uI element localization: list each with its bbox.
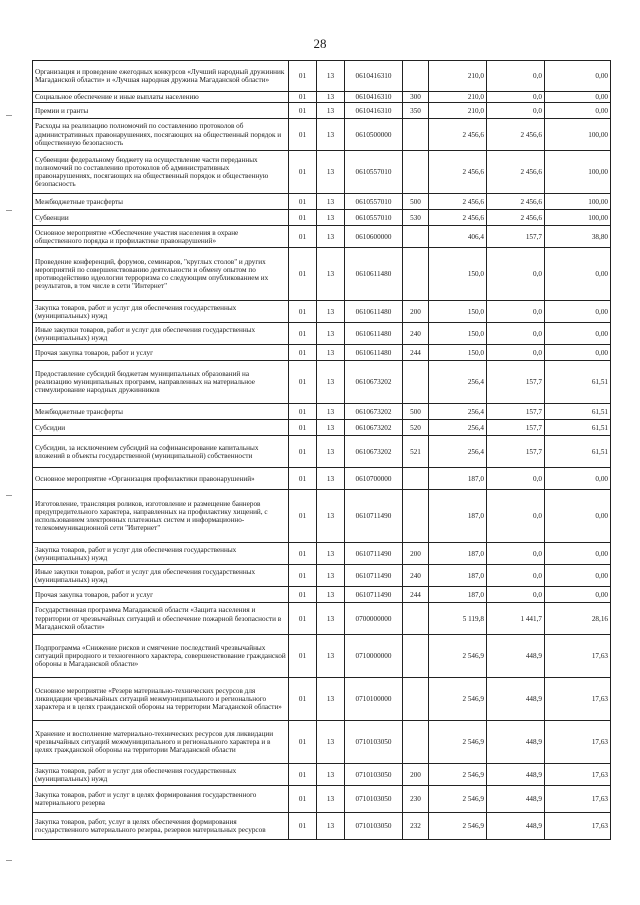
cell-expense-type: 240 (403, 565, 429, 587)
cell-subsection: 13 (317, 92, 345, 103)
cell-name: Государственная программа Магаданской области «Защита населения и территории от чрезвычайных ситуаций и обеспечение пожарной безопасности в Магаданской области» (33, 603, 289, 635)
cell-section: 01 (289, 92, 317, 103)
cell-actual-amount: 0,0 (487, 301, 545, 323)
cell-percent: 0,00 (545, 587, 611, 603)
cell-section: 01 (289, 490, 317, 543)
cell-planned-amount: 150,0 (429, 345, 487, 361)
cell-name: Закупка товаров, работ и услуг в целях формирования государственного материального резерва (33, 786, 289, 813)
cell-target-article: 0610673202 (345, 436, 403, 468)
cell-actual-amount: 0,0 (487, 248, 545, 301)
cell-name: Субвенции (33, 210, 289, 226)
cell-planned-amount: 256,4 (429, 436, 487, 468)
cell-planned-amount: 2 456,6 (429, 119, 487, 151)
cell-expense-type: 244 (403, 587, 429, 603)
cell-planned-amount: 150,0 (429, 248, 487, 301)
table-row (33, 587, 611, 603)
cell-actual-amount: 0,0 (487, 468, 545, 490)
cell-subsection: 13 (317, 210, 345, 226)
cell-section: 01 (289, 103, 317, 119)
cell-subsection: 13 (317, 103, 345, 119)
table-row (33, 565, 611, 587)
cell-actual-amount: 0,0 (487, 565, 545, 587)
cell-section: 01 (289, 543, 317, 565)
cell-percent: 17,63 (545, 635, 611, 678)
cell-planned-amount: 210,0 (429, 92, 487, 103)
cell-subsection: 13 (317, 721, 345, 764)
cell-percent: 17,63 (545, 764, 611, 786)
cell-expense-type (403, 490, 429, 543)
cell-target-article: 0610711490 (345, 490, 403, 543)
cell-planned-amount: 2 456,6 (429, 210, 487, 226)
cell-actual-amount: 448,9 (487, 721, 545, 764)
cell-actual-amount: 448,9 (487, 813, 545, 840)
cell-expense-type: 350 (403, 103, 429, 119)
cell-percent: 0,00 (545, 345, 611, 361)
cell-planned-amount: 2 546,9 (429, 786, 487, 813)
cell-percent: 100,00 (545, 210, 611, 226)
budget-table (32, 60, 611, 840)
cell-planned-amount: 2 546,9 (429, 635, 487, 678)
page-number: 28 (313, 36, 327, 51)
cell-target-article: 0610711490 (345, 587, 403, 603)
table-row (33, 764, 611, 786)
cell-actual-amount: 0,0 (487, 587, 545, 603)
cell-subsection: 13 (317, 301, 345, 323)
table-row (33, 301, 611, 323)
cell-percent: 17,63 (545, 721, 611, 764)
table-row (33, 92, 611, 103)
cell-section: 01 (289, 420, 317, 436)
cell-name: Закупка товаров, работ, услуг в целях обеспечения формирования государственного материального резерва, резервов материальных ресурсов (33, 813, 289, 840)
cell-target-article: 0710100000 (345, 678, 403, 721)
table-row (33, 436, 611, 468)
cell-planned-amount: 2 546,9 (429, 764, 487, 786)
cell-section: 01 (289, 323, 317, 345)
cell-target-article: 0610416310 (345, 103, 403, 119)
cell-target-article: 0610611480 (345, 345, 403, 361)
table-row (33, 103, 611, 119)
table-row (33, 490, 611, 543)
table-row (33, 345, 611, 361)
cell-section: 01 (289, 603, 317, 635)
cell-percent: 61,51 (545, 404, 611, 420)
cell-name: Организация и проведение ежегодных конкурсов «Лучший народный дружинник Магаданской области» и «Лучшая народная дружина Магаданской области» (33, 61, 289, 92)
cell-target-article: 0610611480 (345, 301, 403, 323)
cell-subsection: 13 (317, 635, 345, 678)
cell-actual-amount: 2 456,6 (487, 151, 545, 194)
cell-expense-type (403, 635, 429, 678)
cell-section: 01 (289, 587, 317, 603)
cell-subsection: 13 (317, 786, 345, 813)
cell-subsection: 13 (317, 603, 345, 635)
cell-percent: 17,63 (545, 678, 611, 721)
cell-percent: 0,00 (545, 323, 611, 345)
cell-name: Премии и гранты (33, 103, 289, 119)
table-row (33, 119, 611, 151)
cell-target-article: 0610611480 (345, 323, 403, 345)
cell-section: 01 (289, 301, 317, 323)
table-row (33, 194, 611, 210)
cell-actual-amount: 448,9 (487, 764, 545, 786)
cell-subsection: 13 (317, 813, 345, 840)
cell-name: Субсидии, за исключением субсидий на софинансирование капитальных вложений в объекты государственной (муниципальной) собственности (33, 436, 289, 468)
cell-percent: 100,00 (545, 194, 611, 210)
cell-expense-type (403, 468, 429, 490)
cell-name: Хранение и восполнение материально-технических ресурсов для ликвидации чрезвычайных ситуаций межмуниципального и регионального характера и в целях гражданской обороны на территории Магаданской области (33, 721, 289, 764)
cell-percent: 0,00 (545, 248, 611, 301)
cell-expense-type: 500 (403, 194, 429, 210)
cell-target-article: 0700000000 (345, 603, 403, 635)
cell-subsection: 13 (317, 490, 345, 543)
cell-target-article: 0710103050 (345, 813, 403, 840)
cell-name: Прочая закупка товаров, работ и услуг (33, 587, 289, 603)
cell-target-article: 0710103050 (345, 721, 403, 764)
cell-name: Проведение конференций, форумов, семинаров, "круглых столов" и других мероприятий по совершенствованию деятельности и обмену опытом по противодействию идеологии терроризма со следующим опубликованием их результатов, в том числе в сети "Интернет" (33, 248, 289, 301)
table-row (33, 61, 611, 92)
cell-section: 01 (289, 468, 317, 490)
cell-actual-amount: 157,7 (487, 404, 545, 420)
cell-section: 01 (289, 565, 317, 587)
cell-expense-type: 300 (403, 92, 429, 103)
cell-expense-type (403, 151, 429, 194)
cell-actual-amount: 0,0 (487, 490, 545, 543)
table-row (33, 468, 611, 490)
cell-expense-type (403, 361, 429, 404)
table-row (33, 543, 611, 565)
cell-actual-amount: 0,0 (487, 345, 545, 361)
cell-subsection: 13 (317, 678, 345, 721)
cell-percent: 61,51 (545, 436, 611, 468)
cell-section: 01 (289, 194, 317, 210)
cell-expense-type: 530 (403, 210, 429, 226)
cell-section: 01 (289, 151, 317, 194)
cell-actual-amount: 448,9 (487, 786, 545, 813)
cell-target-article: 0710103050 (345, 764, 403, 786)
cell-target-article: 0610611480 (345, 248, 403, 301)
cell-section: 01 (289, 404, 317, 420)
cell-percent: 38,80 (545, 226, 611, 248)
cell-name: Социальное обеспечение и иные выплаты населению (33, 92, 289, 103)
cell-subsection: 13 (317, 420, 345, 436)
cell-planned-amount: 150,0 (429, 301, 487, 323)
table-row (33, 603, 611, 635)
table-row (33, 226, 611, 248)
table-row (33, 151, 611, 194)
cell-target-article: 0710000000 (345, 635, 403, 678)
cell-actual-amount: 448,9 (487, 635, 545, 678)
cell-name: Иные закупки товаров, работ и услуг для обеспечения государственных (муниципальных) нужд (33, 323, 289, 345)
cell-expense-type (403, 248, 429, 301)
table-row (33, 721, 611, 764)
table-row (33, 678, 611, 721)
cell-planned-amount: 150,0 (429, 323, 487, 345)
cell-section: 01 (289, 635, 317, 678)
scan-mark (6, 495, 12, 496)
cell-target-article: 0610600000 (345, 226, 403, 248)
cell-actual-amount: 157,7 (487, 420, 545, 436)
cell-target-article: 0610711490 (345, 565, 403, 587)
cell-name: Межбюджетные трансферты (33, 404, 289, 420)
cell-planned-amount: 210,0 (429, 103, 487, 119)
cell-planned-amount: 256,4 (429, 420, 487, 436)
cell-subsection: 13 (317, 436, 345, 468)
cell-expense-type (403, 678, 429, 721)
cell-target-article: 0610673202 (345, 420, 403, 436)
cell-actual-amount: 2 456,6 (487, 194, 545, 210)
table-row (33, 361, 611, 404)
cell-subsection: 13 (317, 119, 345, 151)
cell-name: Субвенции федеральному бюджету на осуществление части переданных полномочий по составлению протоколов об административных правонарушениях, посягающих на общественный порядок и общественную безопасность (33, 151, 289, 194)
cell-expense-type: 200 (403, 543, 429, 565)
cell-name: Межбюджетные трансферты (33, 194, 289, 210)
cell-percent: 61,51 (545, 361, 611, 404)
cell-name: Субсидии (33, 420, 289, 436)
cell-section: 01 (289, 248, 317, 301)
cell-section: 01 (289, 61, 317, 92)
cell-percent: 0,00 (545, 543, 611, 565)
cell-percent: 17,63 (545, 813, 611, 840)
cell-section: 01 (289, 764, 317, 786)
table-row (33, 210, 611, 226)
cell-percent: 100,00 (545, 151, 611, 194)
cell-target-article: 0710103050 (345, 786, 403, 813)
cell-subsection: 13 (317, 468, 345, 490)
cell-expense-type: 240 (403, 323, 429, 345)
cell-subsection: 13 (317, 248, 345, 301)
cell-planned-amount: 406,4 (429, 226, 487, 248)
cell-actual-amount: 2 456,6 (487, 119, 545, 151)
cell-actual-amount: 0,0 (487, 92, 545, 103)
cell-section: 01 (289, 813, 317, 840)
cell-percent: 17,63 (545, 786, 611, 813)
cell-name: Изготовление, трансляция роликов, изготовление и размещение баннеров предупредительного характера, направленных на профилактику хищений, с использованием электронных платежных систем и информационно-телекоммуникационной сети "Интернет" (33, 490, 289, 543)
cell-percent: 61,51 (545, 420, 611, 436)
cell-planned-amount: 187,0 (429, 468, 487, 490)
cell-name: Иные закупки товаров, работ и услуг для обеспечения государственных (муниципальных) нужд (33, 565, 289, 587)
cell-target-article: 0610557010 (345, 194, 403, 210)
cell-target-article: 0610557010 (345, 151, 403, 194)
table-row (33, 248, 611, 301)
cell-expense-type: 232 (403, 813, 429, 840)
cell-section: 01 (289, 345, 317, 361)
cell-percent: 0,00 (545, 61, 611, 92)
cell-planned-amount: 256,4 (429, 404, 487, 420)
cell-section: 01 (289, 786, 317, 813)
table-row (33, 786, 611, 813)
cell-actual-amount: 0,0 (487, 103, 545, 119)
cell-percent: 0,00 (545, 103, 611, 119)
cell-percent: 0,00 (545, 468, 611, 490)
cell-actual-amount: 2 456,6 (487, 210, 545, 226)
cell-name: Основное мероприятие «Резерв материально-технических ресурсов для ликвидации чрезвычайных ситуаций межмуниципального и регионального характера и в целях гражданской обороны на территории Магаданской области» (33, 678, 289, 721)
cell-expense-type (403, 119, 429, 151)
cell-actual-amount: 0,0 (487, 543, 545, 565)
cell-expense-type (403, 603, 429, 635)
cell-section: 01 (289, 721, 317, 764)
table-row (33, 813, 611, 840)
cell-expense-type (403, 226, 429, 248)
scan-mark (6, 210, 12, 211)
cell-target-article: 0610416310 (345, 92, 403, 103)
cell-percent: 0,00 (545, 490, 611, 543)
cell-expense-type (403, 721, 429, 764)
cell-expense-type: 200 (403, 764, 429, 786)
cell-planned-amount: 2 456,6 (429, 194, 487, 210)
cell-planned-amount: 187,0 (429, 565, 487, 587)
cell-subsection: 13 (317, 764, 345, 786)
scan-mark (6, 115, 12, 116)
cell-actual-amount: 0,0 (487, 323, 545, 345)
cell-expense-type: 200 (403, 301, 429, 323)
cell-name: Предоставление субсидий бюджетам муниципальных образований на реализацию муниципальных программ, направленных на материальное стимулирование народных дружинников (33, 361, 289, 404)
cell-percent: 0,00 (545, 301, 611, 323)
cell-expense-type (403, 61, 429, 92)
cell-subsection: 13 (317, 543, 345, 565)
cell-name: Закупка товаров, работ и услуг для обеспечения государственных (муниципальных) нужд (33, 543, 289, 565)
cell-planned-amount: 2 546,9 (429, 813, 487, 840)
cell-actual-amount: 0,0 (487, 61, 545, 92)
cell-actual-amount: 1 441,7 (487, 603, 545, 635)
cell-target-article: 0610673202 (345, 361, 403, 404)
cell-subsection: 13 (317, 61, 345, 92)
cell-subsection: 13 (317, 404, 345, 420)
cell-percent: 0,00 (545, 565, 611, 587)
cell-section: 01 (289, 210, 317, 226)
cell-percent: 0,00 (545, 92, 611, 103)
cell-planned-amount: 2 456,6 (429, 151, 487, 194)
cell-name: Основное мероприятие «Организация профилактики правонарушений» (33, 468, 289, 490)
cell-planned-amount: 256,4 (429, 361, 487, 404)
cell-planned-amount: 2 546,9 (429, 721, 487, 764)
cell-planned-amount: 187,0 (429, 587, 487, 603)
table-row (33, 420, 611, 436)
cell-expense-type: 521 (403, 436, 429, 468)
cell-name: Прочая закупка товаров, работ и услуг (33, 345, 289, 361)
cell-section: 01 (289, 678, 317, 721)
cell-subsection: 13 (317, 194, 345, 210)
cell-planned-amount: 187,0 (429, 543, 487, 565)
cell-subsection: 13 (317, 226, 345, 248)
cell-target-article: 0610416310 (345, 61, 403, 92)
cell-target-article: 0610500000 (345, 119, 403, 151)
cell-target-article: 0610673202 (345, 404, 403, 420)
cell-planned-amount: 187,0 (429, 490, 487, 543)
cell-percent: 28,16 (545, 603, 611, 635)
scan-mark (6, 860, 12, 861)
cell-section: 01 (289, 226, 317, 248)
cell-planned-amount: 5 119,8 (429, 603, 487, 635)
cell-target-article: 0610700000 (345, 468, 403, 490)
cell-section: 01 (289, 361, 317, 404)
table-row (33, 404, 611, 420)
cell-name: Основное мероприятие «Обеспечение участия населения в охране общественного порядка и профилактике правонарушений» (33, 226, 289, 248)
cell-subsection: 13 (317, 323, 345, 345)
cell-subsection: 13 (317, 361, 345, 404)
cell-target-article: 0610711490 (345, 543, 403, 565)
cell-name: Подпрограмма «Снижение рисков и смягчение последствий чрезвычайных ситуаций природного и техногенного характера, совершенствование гражданской обороны в Магаданской области» (33, 635, 289, 678)
cell-percent: 100,00 (545, 119, 611, 151)
cell-subsection: 13 (317, 565, 345, 587)
cell-subsection: 13 (317, 345, 345, 361)
cell-expense-type: 230 (403, 786, 429, 813)
table-row (33, 323, 611, 345)
cell-actual-amount: 157,7 (487, 226, 545, 248)
cell-planned-amount: 2 546,9 (429, 678, 487, 721)
cell-name: Закупка товаров, работ и услуг для обеспечения государственных (муниципальных) нужд (33, 301, 289, 323)
cell-actual-amount: 448,9 (487, 678, 545, 721)
cell-actual-amount: 157,7 (487, 361, 545, 404)
cell-expense-type: 500 (403, 404, 429, 420)
cell-section: 01 (289, 119, 317, 151)
cell-planned-amount: 210,0 (429, 61, 487, 92)
cell-subsection: 13 (317, 151, 345, 194)
cell-actual-amount: 157,7 (487, 436, 545, 468)
cell-subsection: 13 (317, 587, 345, 603)
cell-expense-type: 244 (403, 345, 429, 361)
cell-name: Расходы на реализацию полномочий по составлению протоколов об административных правонарушениях, посягающих на общественный порядок и общественную безопасность (33, 119, 289, 151)
table-row (33, 635, 611, 678)
cell-expense-type: 520 (403, 420, 429, 436)
cell-section: 01 (289, 436, 317, 468)
cell-target-article: 0610557010 (345, 210, 403, 226)
cell-name: Закупка товаров, работ и услуг для обеспечения государственных (муниципальных) нужд (33, 764, 289, 786)
